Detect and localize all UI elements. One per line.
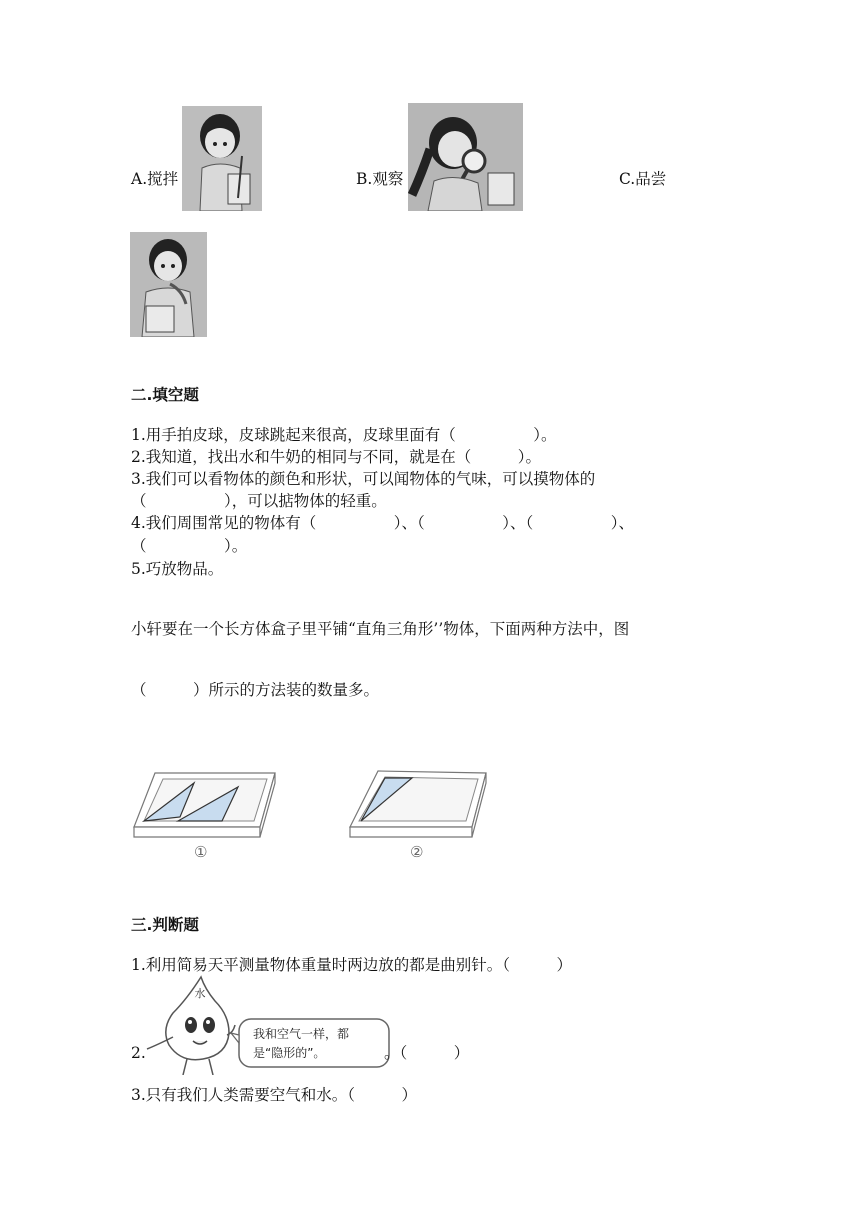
fill-blank-line-7: 5.巧放物品。: [131, 560, 224, 578]
water-droplet-character-icon: [143, 975, 393, 1075]
girl-magnifier-icon: [408, 103, 523, 211]
option-a-label: A.搅拌: [131, 170, 179, 188]
placement-question-line-1: 小轩要在一个长方体盒子里平铺“直角三角形’’物体，下面两种方法中，图: [131, 620, 630, 638]
option-b-label: B.观察: [356, 170, 404, 188]
box-figures: [130, 765, 500, 870]
fill-blank-line-2: 2.我知道，找出水和牛奶的相同与不同，就是在（ ）。: [131, 448, 542, 466]
placement-question-line-2: （ ）所示的方法装的数量多。: [131, 681, 380, 699]
judge-question-2-bracket: 。（ ）: [384, 1044, 470, 1062]
girl-tasting-icon: [130, 232, 207, 337]
speech-bubble-line-1: 我和空气一样，都: [253, 1027, 350, 1041]
speech-bubble-line-2: 是“隐形的”。: [253, 1046, 326, 1060]
figure-2-label: ②: [410, 843, 424, 861]
judge-question-2-number: 2.: [131, 1044, 146, 1062]
droplet-label: 水: [194, 987, 206, 1000]
judge-question-3: 3.只有我们人类需要空气和水。（ ）: [131, 1086, 418, 1104]
section-title-true-false: 三.判断题: [131, 916, 199, 934]
girl-stirring-icon: [182, 106, 262, 211]
box-figure-2: [350, 771, 486, 837]
figure-1-label: ①: [194, 843, 208, 861]
judge-question-1: 1.利用简易天平测量物体重量时两边放的都是曲别针。（ ）: [131, 956, 573, 974]
fill-blank-line-3: 3.我们可以看物体的颜色和形状，可以闻物体的气味，可以摸物体的: [131, 470, 596, 488]
option-c-label: C.品尝: [619, 170, 667, 188]
fill-blank-line-6: （ ）。: [131, 537, 248, 555]
fill-blank-line-4: （ ），可以掂物体的轻重。: [131, 492, 387, 510]
fill-blank-line-5: 4.我们周围常见的物体有（ ）、（ ）、（ ）、: [131, 514, 635, 532]
fill-blank-line-1: 1.用手拍皮球，皮球跳起来很高，皮球里面有（ ）。: [131, 426, 557, 444]
box-figure-1: [134, 773, 275, 837]
section-title-fill-blank: 二.填空题: [131, 386, 199, 404]
